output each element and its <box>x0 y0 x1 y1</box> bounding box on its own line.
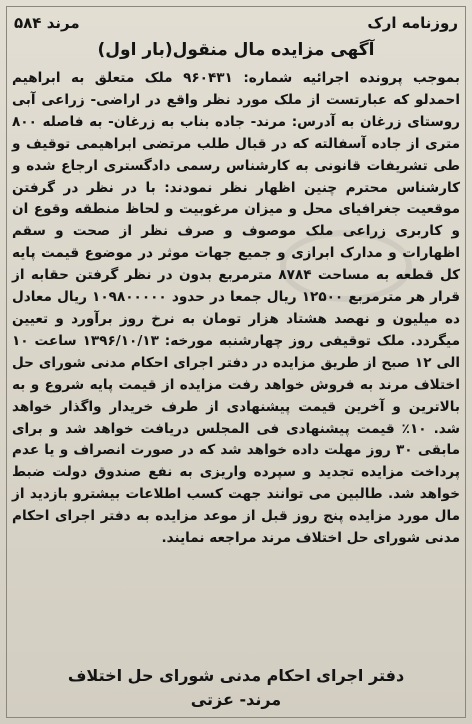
notice-body <box>12 68 460 550</box>
signatory: مرند- عزتی <box>190 690 282 709</box>
notice-title: آگهی مزایده مال منقول(بار اول) <box>97 40 375 60</box>
notice-signature <box>0 664 472 712</box>
clipping-header <box>14 10 458 36</box>
notice-paragraph: بموجب پرونده اجرائیه شماره: ۹۶۰۴۳۱ ملک متعلق به ابراهیم احمدلو که عبارتست از ملک مورد نظر واقع در اراضی- زراعی آبی روستای زرغان به آدرس: مرند- جاده بناب به زرغان- به فاصله ۸۰۰ متری از جاده آسفالته که در قبال طلب مرتضی ابراهیمی توقیف و طی تشریفات قانونی به کارشناس رسمی دادگستری ارجاع شده و کارشناس محترم چنین اظهار نظر نمودند: با در نظر در گرفتن موقعیت جغرافیای محل و میزان مرغوبیت و لحاظ منطقه وقوع ان و کاربری زراعی ملک موصوف و صرف نظر از صحت و سقم اظهارات و مدارک ابرازی و جمیع جهات موثر در موضوع قیمت پایه کل قطعه به مساحت ۸۷۸۴ مترمربع بدون در نظر گرفتن حقابه از قرار هر مترمربع ۱۲۵۰۰ ریال جمعا در حدود ۱۰۹۸۰۰۰۰۰ ریال معادل ده میلیون و نهصد هشتاد هزار تومان به نرخ روز برآورد و تعیین میگردد. ملک توقیفی روز چهارشنبه مورخه: ۱۳۹۶/۱۰/۱۳ ساعت ۱۰ الی ۱۲ صبح از طریق مزایده در دفتر اجرای احکام مدنی شورای حل اختلاف مرند به فروش خواهد رفت مزایده از قیمت پایه شروع و به بالاترین و آخرین قیمت پیشنهادی از طرف خریدار واگذار خواهد شد. ۱۰٪ قیمت پیشنهادی فی المجلس دریافت خواهد شد و برای مابقی ۳۰ روز مهلت داده خواهد شد که در صورت انصراف و یا عدم پرداخت مزایده تجدید و سپرده واریزی به نفع صندوق دولت ضبط خواهد شد. طالبین می توانند جهت کسب اطلاعات بیشترو بازدید از مال مورد مزایده پنج روز قبل از موعد مزایده به دفتر اجرای احکام مدنی شورای حل اختلاف مرند مراجعه نمایند. <box>12 70 461 547</box>
newspaper-name: روزنامه ارک <box>367 14 458 32</box>
issue-number: مرند ۵۸۴ <box>14 14 80 32</box>
issuing-office: دفتر اجرای احکام مدنی شورای حل اختلاف <box>67 666 405 685</box>
